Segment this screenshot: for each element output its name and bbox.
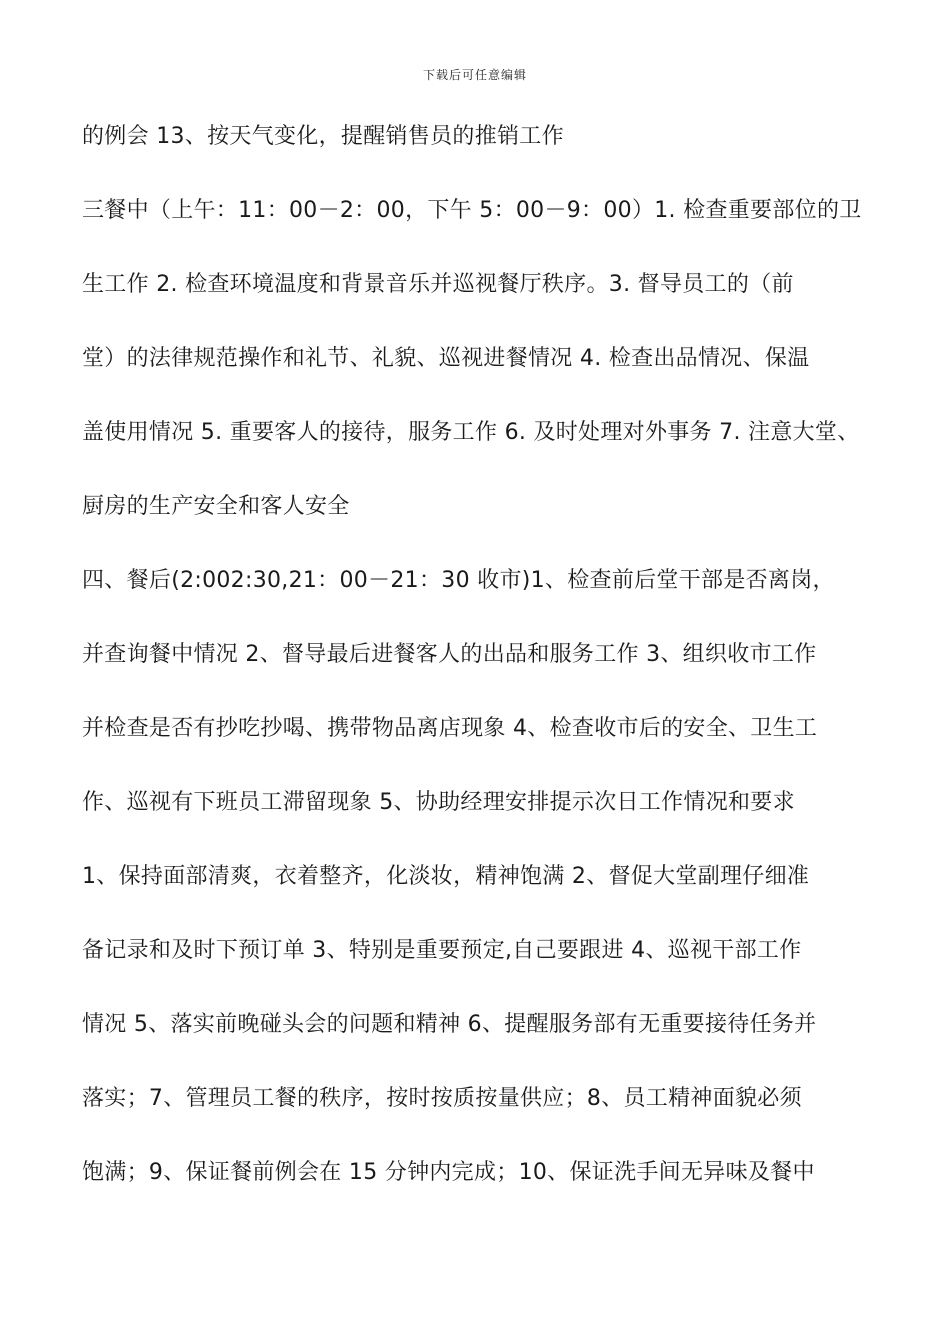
text-line: 饱满；9、保证餐前例会在 15 分钟内完成；10、保证洗手间无异味及餐中: [82, 1160, 815, 1185]
text-line: 情况 5、落实前晚碰头会的问题和精神 6、提醒服务部有无重要接待任务并: [82, 1012, 817, 1037]
text-line: 1、保持面部清爽，衣着整齐，化淡妆，精神饱满 2、督促大堂副理仔细准: [82, 864, 810, 889]
text-line: 厨房的生产安全和客人安全: [82, 494, 350, 519]
text-line: 落实；7、管理员工餐的秩序，按时按质按量供应；8、员工精神面貌必须: [82, 1086, 802, 1111]
text-line: 的例会 13、按天气变化，提醒销售员的推销工作: [82, 124, 564, 149]
text-line: 堂）的法律规范操作和礼节、礼貌、巡视进餐情况 4. 检查出品情况、保温: [82, 346, 810, 371]
text-line: 并查询餐中情况 2、督导最后进餐客人的出品和服务工作 3、组织收市工作: [82, 642, 817, 667]
text-line: 作、巡视有下班员工滞留现象 5、协助经理安排提示次日工作情况和要求: [82, 790, 795, 815]
text-line: 生工作 2. 检查环境温度和背景音乐并巡视餐厅秩序。3. 督导员工的（前: [82, 272, 794, 297]
text-line: 备记录和及时下预订单 3、特别是重要预定,自己要跟进 4、巡视干部工作: [82, 938, 802, 963]
text-line: 盖使用情况 5. 重要客人的接待，服务工作 6. 及时处理对外事务 7. 注意大堂、: [82, 420, 860, 445]
text-line: 并检查是否有抄吃抄喝、携带物品离店现象 4、检查收市后的安全、卫生工: [82, 716, 818, 741]
text-line: 四、餐后(2:002:30,21：00－21：30 收市)1、检查前后堂干部是否离岗，: [82, 568, 835, 593]
document-body: [82, 112, 882, 1222]
text-line: 三餐中（上午：11：00－2：00，下午 5：00－9：00）1. 检查重要部位的卫: [82, 198, 862, 223]
page-header: 下载后可任意编辑: [422, 68, 527, 82]
